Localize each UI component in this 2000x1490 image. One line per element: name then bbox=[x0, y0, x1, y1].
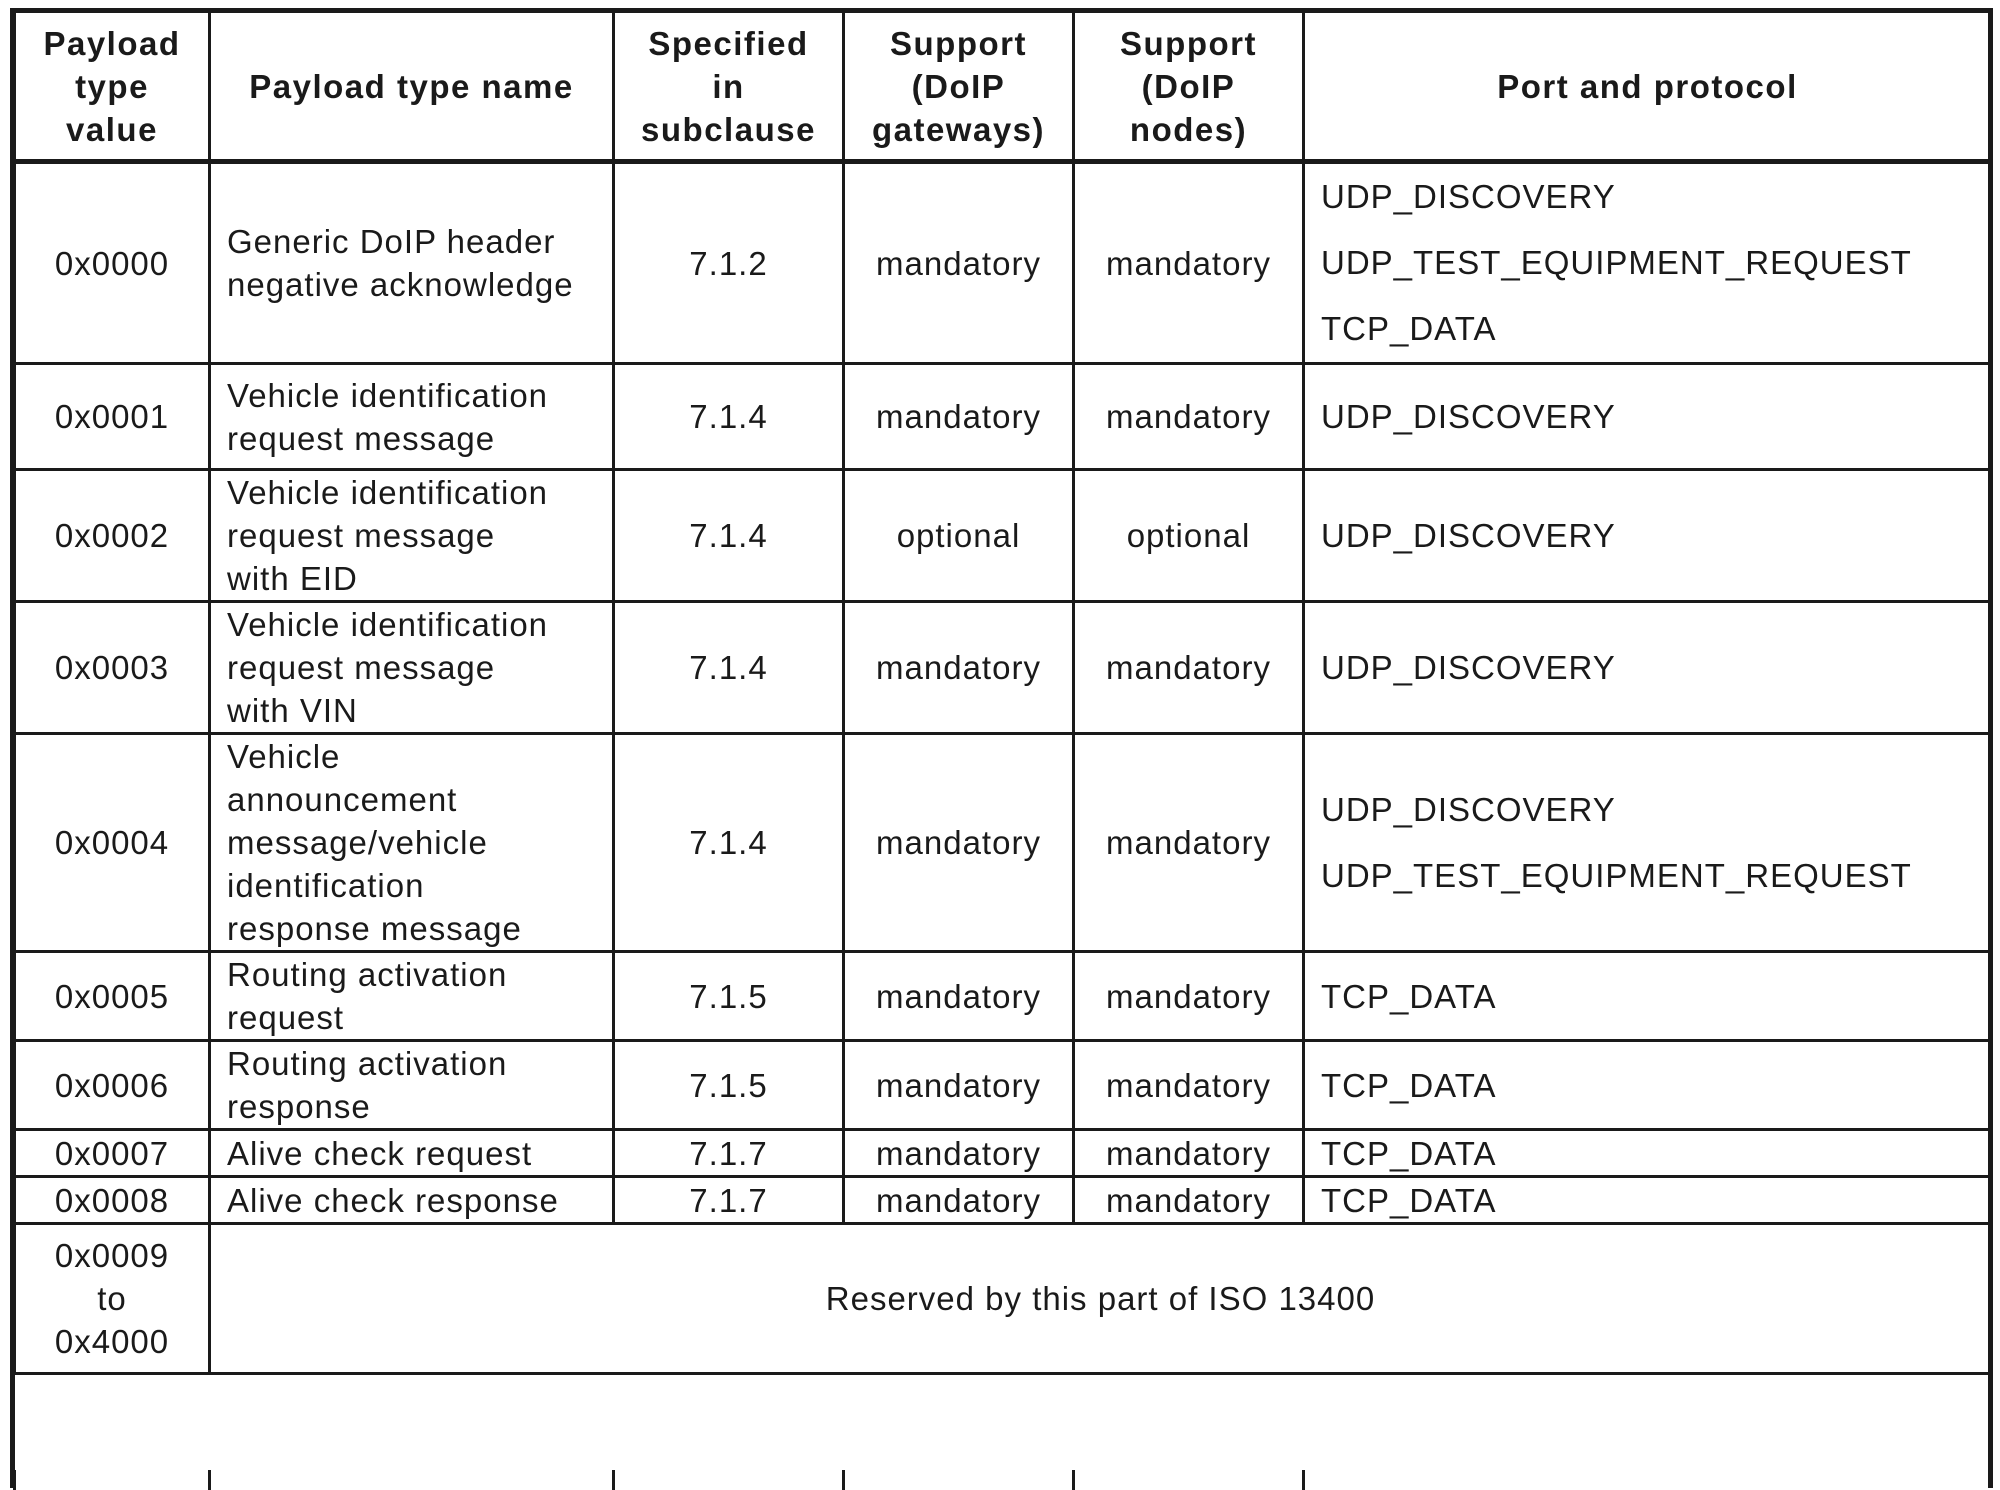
port-and-protocol-cell bbox=[1304, 952, 1992, 1041]
header-text-line: value bbox=[66, 110, 158, 148]
table-row bbox=[15, 1177, 1992, 1224]
payload-type-value-line: 0x0001 bbox=[54, 398, 170, 435]
support-gateways-cell: mandatory bbox=[844, 734, 1074, 952]
header-text-line: nodes) bbox=[1129, 110, 1248, 148]
header-text-line: type bbox=[75, 67, 149, 105]
support-nodes-cell: mandatory bbox=[1074, 1041, 1304, 1130]
table-row bbox=[15, 602, 1992, 734]
table-row bbox=[15, 734, 1992, 952]
port-protocol-line: UDP_DISCOVERY bbox=[1321, 398, 1616, 435]
support-nodes-cell: mandatory bbox=[1074, 364, 1304, 470]
port-protocol-line: UDP_DISCOVERY bbox=[1321, 649, 1616, 686]
subclause-cell: 7.1.5 bbox=[614, 952, 844, 1041]
table-row bbox=[15, 952, 1992, 1041]
payload-type-name-cell bbox=[210, 734, 614, 952]
payload-type-name-cell bbox=[210, 162, 614, 364]
subclause-cell: 7.1.2 bbox=[614, 162, 844, 364]
support-gateways-cell: mandatory bbox=[844, 1177, 1074, 1224]
reserved-row bbox=[15, 1224, 1992, 1374]
payload-type-name-line: Vehicle bbox=[227, 738, 341, 775]
payload-type-name-line: Alive check response bbox=[227, 1181, 559, 1219]
payload-type-name-line: request bbox=[227, 999, 345, 1036]
subclause-cell: 7.1.7 bbox=[614, 1130, 844, 1177]
payload-type-name-line: response bbox=[227, 1088, 371, 1125]
header-payload-type-value bbox=[15, 12, 210, 162]
reserved-range-line: to bbox=[97, 1280, 127, 1317]
header-text-line: Port and protocol bbox=[1497, 67, 1798, 105]
subclause-cell: 7.1.5 bbox=[614, 1041, 844, 1130]
port-protocol-line: TCP_DATA bbox=[1321, 1066, 1497, 1104]
payload-type-name-cell bbox=[210, 952, 614, 1041]
table-row bbox=[15, 470, 1992, 602]
table-row bbox=[15, 162, 1992, 364]
payload-type-value-cell bbox=[15, 364, 210, 470]
port-protocol-line: UDP_DISCOVERY bbox=[1321, 790, 1616, 828]
payload-type-name-line: with VIN bbox=[227, 692, 358, 729]
payload-type-value-cell bbox=[15, 1177, 210, 1224]
payload-type-name-line: with EID bbox=[227, 560, 358, 597]
port-protocol-line: UDP_DISCOVERY bbox=[1321, 517, 1616, 554]
support-nodes-cell: mandatory bbox=[1074, 952, 1304, 1041]
table-row bbox=[15, 1041, 1992, 1130]
payload-type-name-line: Alive check request bbox=[227, 1134, 533, 1172]
support-gateways-cell: optional bbox=[844, 470, 1074, 602]
payload-type-name-cell bbox=[210, 470, 614, 602]
port-and-protocol-cell bbox=[1304, 162, 1992, 364]
port-and-protocol-cell bbox=[1304, 364, 1992, 470]
header-support-gateways bbox=[844, 12, 1074, 162]
support-nodes-cell: mandatory bbox=[1074, 162, 1304, 364]
header-port-and-protocol bbox=[1304, 12, 1992, 162]
support-nodes-cell: mandatory bbox=[1074, 602, 1304, 734]
payload-type-value-line: 0x0000 bbox=[54, 244, 170, 282]
payload-type-name-cell bbox=[210, 602, 614, 734]
header-text-line: (DoIP bbox=[1141, 67, 1236, 105]
port-protocol-line: TCP_DATA bbox=[1321, 310, 1497, 347]
reserved-note-cell: Reserved by this part of ISO 13400 bbox=[210, 1224, 1992, 1374]
payload-type-value-line: 0x0008 bbox=[54, 1181, 170, 1219]
port-and-protocol-cell bbox=[1304, 1177, 1992, 1224]
support-nodes-cell: mandatory bbox=[1074, 1130, 1304, 1177]
support-gateways-cell: mandatory bbox=[844, 1041, 1074, 1130]
payload-type-value-cell bbox=[15, 734, 210, 952]
support-gateways-cell: mandatory bbox=[844, 602, 1074, 734]
support-gateways-cell: mandatory bbox=[844, 364, 1074, 470]
header-text-line: gateways) bbox=[871, 110, 1046, 148]
payload-type-name-line: Vehicle identification bbox=[227, 606, 549, 643]
header-text-line: Support bbox=[890, 24, 1027, 62]
payload-type-name-line: Routing activation bbox=[227, 1045, 508, 1082]
payload-type-value-cell bbox=[15, 1041, 210, 1130]
header-specified-in-subclause bbox=[614, 12, 844, 162]
payload-type-table bbox=[13, 10, 1993, 1375]
port-protocol-line: UDP_TEST_EQUIPMENT_REQUEST bbox=[1321, 856, 1912, 894]
payload-type-name-line: request message bbox=[227, 419, 496, 457]
reserved-range-cell bbox=[15, 1224, 210, 1374]
header-text-line: in bbox=[712, 67, 745, 105]
payload-type-value-line: 0x0005 bbox=[54, 977, 170, 1015]
payload-type-value-cell bbox=[15, 952, 210, 1041]
port-protocol-line: UDP_DISCOVERY bbox=[1321, 178, 1616, 215]
payload-type-name-line: Vehicle identification bbox=[227, 474, 549, 511]
payload-type-value-line: 0x0002 bbox=[54, 517, 170, 554]
payload-type-name-line: Vehicle identification bbox=[227, 376, 549, 414]
port-protocol-line: TCP_DATA bbox=[1321, 1181, 1497, 1219]
payload-type-name-line: Generic DoIP header bbox=[227, 223, 556, 260]
header-text-line: Specified bbox=[648, 24, 809, 62]
payload-type-value-cell bbox=[15, 470, 210, 602]
table-header-row bbox=[15, 12, 1992, 162]
reserved-range-line: 0x0009 bbox=[54, 1237, 170, 1274]
header-payload-type-name bbox=[210, 12, 614, 162]
header-text-line: Support bbox=[1120, 24, 1257, 62]
table-continuation-stub bbox=[13, 1470, 1990, 1490]
payload-type-value-cell bbox=[15, 602, 210, 734]
subclause-cell: 7.1.7 bbox=[614, 1177, 844, 1224]
port-protocol-line: TCP_DATA bbox=[1321, 1134, 1497, 1172]
header-text-line: Payload bbox=[43, 24, 181, 62]
port-protocol-line: UDP_TEST_EQUIPMENT_REQUEST bbox=[1321, 244, 1912, 281]
port-and-protocol-cell bbox=[1304, 1130, 1992, 1177]
payload-type-name-cell bbox=[210, 1177, 614, 1224]
payload-type-name-cell bbox=[210, 1041, 614, 1130]
payload-type-name-line: negative acknowledge bbox=[227, 266, 574, 303]
header-text-line: subclause bbox=[641, 110, 816, 148]
support-gateways-cell: mandatory bbox=[844, 162, 1074, 364]
subclause-cell: 7.1.4 bbox=[614, 734, 844, 952]
payload-type-name-line: announcement bbox=[227, 781, 458, 818]
header-text-line: (DoIP bbox=[911, 67, 1006, 105]
port-protocol-line: TCP_DATA bbox=[1321, 977, 1497, 1015]
table-body bbox=[15, 162, 1992, 1374]
payload-type-value-line: 0x0003 bbox=[54, 649, 170, 686]
payload-type-value-line: 0x0006 bbox=[54, 1066, 170, 1104]
support-nodes-cell: optional bbox=[1074, 470, 1304, 602]
port-and-protocol-cell bbox=[1304, 1041, 1992, 1130]
payload-type-value-cell bbox=[15, 1130, 210, 1177]
header-support-nodes bbox=[1074, 12, 1304, 162]
header-text-line: Payload type name bbox=[249, 67, 574, 105]
payload-type-name-line: message/vehicle bbox=[227, 824, 488, 861]
payload-type-name-cell bbox=[210, 1130, 614, 1177]
payload-type-value-line: 0x0004 bbox=[54, 824, 170, 861]
payload-type-name-line: identification bbox=[227, 867, 425, 904]
payload-type-name-line: request message bbox=[227, 517, 496, 554]
subclause-cell: 7.1.4 bbox=[614, 364, 844, 470]
reserved-range-line: 0x4000 bbox=[54, 1323, 170, 1360]
payload-type-name-line: request message bbox=[227, 649, 496, 686]
support-gateways-cell: mandatory bbox=[844, 1130, 1074, 1177]
table-row bbox=[15, 1130, 1992, 1177]
payload-type-value-line: 0x0007 bbox=[54, 1134, 170, 1172]
subclause-cell: 7.1.4 bbox=[614, 602, 844, 734]
support-nodes-cell: mandatory bbox=[1074, 734, 1304, 952]
payload-type-name-cell bbox=[210, 364, 614, 470]
port-and-protocol-cell bbox=[1304, 734, 1992, 952]
port-and-protocol-cell bbox=[1304, 602, 1992, 734]
table-row bbox=[15, 364, 1992, 470]
support-nodes-cell: mandatory bbox=[1074, 1177, 1304, 1224]
subclause-cell: 7.1.4 bbox=[614, 470, 844, 602]
payload-type-value-cell bbox=[15, 162, 210, 364]
port-and-protocol-cell bbox=[1304, 470, 1992, 602]
payload-type-name-line: Routing activation bbox=[227, 956, 508, 993]
payload-type-name-line: response message bbox=[227, 910, 522, 947]
support-gateways-cell: mandatory bbox=[844, 952, 1074, 1041]
